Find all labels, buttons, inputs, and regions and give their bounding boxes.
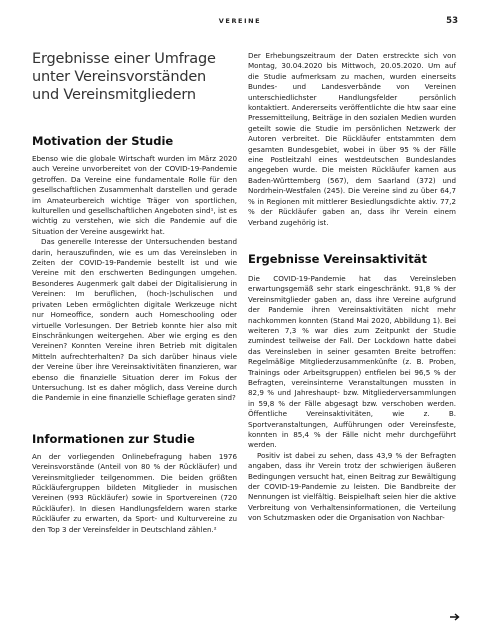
paragraph: Der Erhebungszeitraum der Daten erstreckte sich von Montag, 30.04.2020 bis Mittwoch, 20.05.2020. Um auf die Studie aufmerksam zu machen, wurden einerseits Bundes- und Landesverbände von Vereinen unterschiedlichster Handlungsfelder persönlich kontaktiert. Andererseits veröffentlichte die htw saar eine Pressemitteilung, Beiträge in den sozialen Medien wurden geteilt sowie die Studie im persönlichen Netzwerk der Autoren verbreitet. Die Rückläufer entstammten dem gesamten Bundesgebiet, wobei in über 95 % der Fälle eine Postleitzahl eines westdeutschen Bundeslandes angegeben wurde. Die meisten Rückläufer kamen aus Baden-Württemberg (567), dem Saarland (372) und Nordrhein-Westfalen (245). Die Vereine sind zu über 64,7 % in Regionen mit mittlerer Besiedlungsdichte aktiv. 77,2 % der Rückläufer gaben an, dass ihr Verein einem Verband zugehörig ist.: [248, 51, 456, 227]
paragraph: Positiv ist dabei zu sehen, dass 43,9 % der Befragten angaben, dass ihr Verein trotz der schwierigen äußeren Bedingungen versucht hat, einen Beitrag zur Bewältigung der COVID-19-Pandemie zu leisten. Die Bandbreite der Nennungen ist vielfältig. Beispielhaft seien hier die aktive Verbreitung von Verhaltensinformationen, die Verteilung von Schutzmasken oder die Organisation von Nachbar-: [248, 450, 456, 523]
paragraph: Die COVID-19-Pandemie hat das Vereinsleben erwartungsgemäß sehr stark eingeschränkt. 91,8 % der Vereinsmitglieder gaben an, dass ihre Vereine aufgrund der Pandemie ihren Vereinsaktivitäten nicht mehr nachkommen konnten (Stand Mai 2020, Abbildung 1). Bei weiteren 7,3 % war dies zum Zeitpunkt der Studie zumindest teilweise der Fall. Der Lockdown hatte dabei das Vereinsleben in seiner gesamten Breite betroffen: Regelmäßige Mitgliederzusammenkünfte (z. B. Proben, Trainings oder Arbeitsgruppen) entfielen bei 96,5 % der Befragten, vereinsinterne Veranstaltungen mussten in 82,9 % und Jahreshaupt- bzw. Mitgliederversammlungen in 59,8 % der Fälle abgesagt bzw. verschoben werden. Öffentliche Vereinsaktivitäten, wie z. B. Sportveranstaltungen, Aufführungen oder Vereinsfeste, konnten in 85,4 % der Fälle nicht mehr durchgeführt werden.: [248, 273, 456, 450]
arrow-right-icon: [450, 613, 460, 624]
paragraph: Das generelle Interesse der Untersuchenden bestand darin, herauszufinden, wie es um das Vereinsleben in Zeiten der COVID-19-Pandemie bestellt ist und wie Vereine mit den erschwerten Bedingungen umgehen. Besonderes Augenmerk galt dabei der Digitalisierung in Vereinen: Im beruflichen, (hoch-)schulischen und privaten Leben ermöglichten digitale Werkzeuge nicht nur Homeoffice, sondern auch Homeschooling oder virtuelle Vorlesungen. Der Betrieb konnte hier also mit Einschränkungen weitergehen. Aber wie erging es den Vereinen? Konnten Vereine ihren Betrieb mit digitalen Mitteln aufrechterhalten? Da sich darüber hinaus viele der Vereine über ihre Vereinsaktivitäten finanzieren, war ebenso die finanzielle Situation derer im Fokus der Untersuchung. Ist es daher möglich, dass Vereine durch die Pandemie in eine finanzielle Schieflage geraten sind?: [32, 237, 237, 403]
running-head: VEREINE: [218, 17, 262, 25]
section-heading-ergebnisse: Ergebnisse Vereinsaktivität: [248, 251, 427, 266]
left-column: [32, 50, 237, 535]
section-heading-informationen: Informationen zur Studie: [32, 431, 195, 446]
page-number: 53: [446, 16, 458, 26]
article-title: Ergebnisse einer Umfrage unter Vereinsvorständen und Vereinsmitgliedern: [32, 51, 216, 103]
page-header: [0, 17, 480, 29]
paragraph: Ebenso wie die globale Wirtschaft wurden im März 2020 auch Vereine unvorbereitet von der COVID-19-Pandemie getroffen. Da Vereine eine fundamentale Rolle für den gesellschaftlichen Zusammenhalt darstellen und gerade im Amateurbereich wichtige Träger von sportlichen, kulturellen und gesellschaftlichen Angeboten sind¹, ist es wichtig zu verstehen, wie sich die Pandemie auf die Situation der Vereine ausgewirkt hat.: [32, 154, 237, 236]
right-column: [248, 51, 456, 524]
section-heading-motivation: Motivation der Studie: [32, 134, 174, 148]
paragraph: An der vorliegenden Onlinebefragung haben 1976 Vereinsvorstände (Anteil von 80 % der Rückläufer) und Vereinsmitglieder teilgenommen. Die beiden größten Rückläufergruppen bildeten Mitglieder in musischen Vereinen (993 Rückläufer) sowie in Sportvereinen (720 Rückläufer). In diesen Handlungsfeldern waren starke Rückläufer zu erwarten, da Sport- und Kulturvereine zu den Top 3 der Vereinsfelder in Deutschland zählen.²: [32, 451, 237, 534]
